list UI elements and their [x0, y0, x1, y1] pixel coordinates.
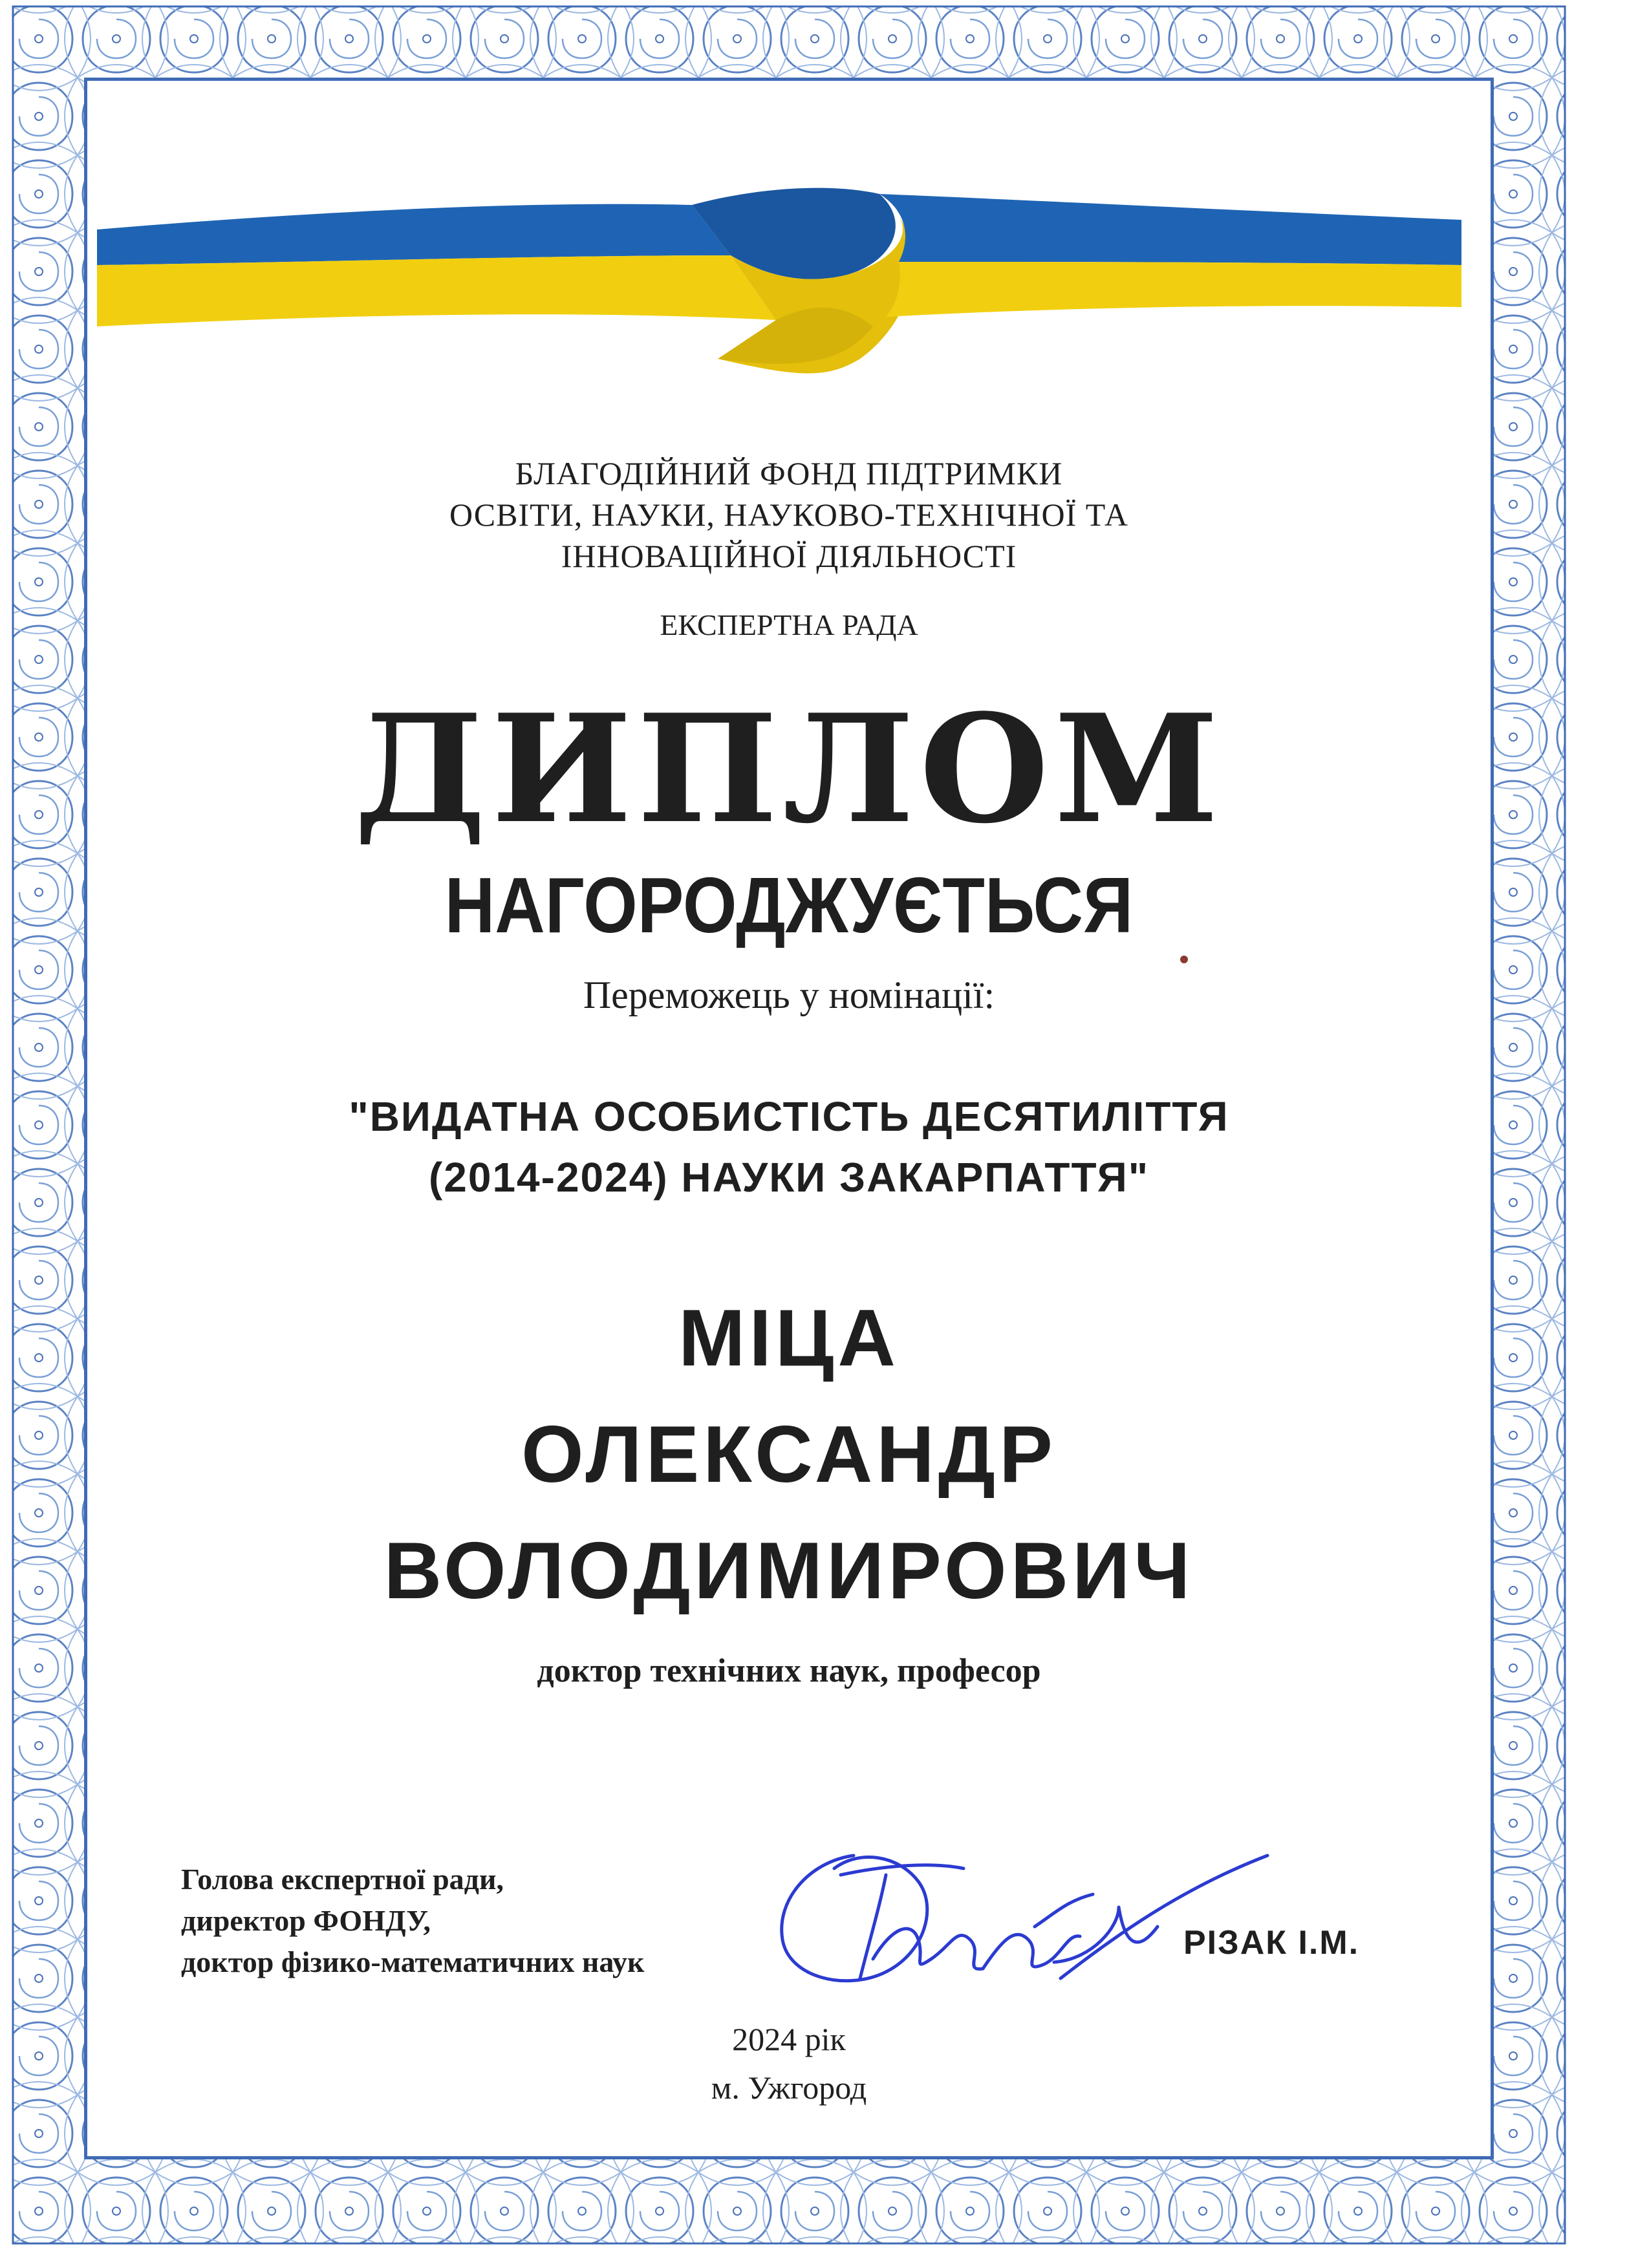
diploma-title: ДИПЛОМ	[354, 682, 1224, 857]
ink-speck	[1180, 956, 1188, 963]
nomination-line-1: "ВИДАТНА ОСОБИСТІСТЬ ДЕСЯТИЛІТТЯ	[349, 1093, 1229, 1140]
organization-line-1: БЛАГОДІЙНИЙ ФОНД ПІДТРИМКИ	[515, 455, 1063, 491]
recipient-surname: МІЦА	[678, 1294, 900, 1383]
nomination-title	[84, 1086, 1494, 1208]
issue-year: 2024 рік	[732, 2021, 846, 2057]
signatory-role	[181, 1859, 645, 1983]
flag-ribbon-graphic	[97, 165, 1468, 391]
winner-label: Переможець у номінації:	[583, 974, 995, 1016]
organization-line-2: ОСВІТИ, НАУКИ, НАУКОВО-ТЕХНІЧНОЇ ТА	[449, 497, 1128, 533]
organization-name	[84, 453, 1494, 577]
signatory-role-line-3: доктор фізико-математичних наук	[181, 1945, 645, 1978]
issue-city: м. Ужгород	[711, 2070, 867, 2106]
recipient-first-name: ОЛЕКСАНДР	[521, 1410, 1057, 1499]
council-name: ЕКСПЕРТНА РАДА	[660, 608, 918, 641]
recipient-patronymic: ВОЛОДИМИРОВИЧ	[383, 1526, 1194, 1616]
awarded-label: НАГОРОДЖУЄТЬСЯ	[444, 861, 1134, 949]
signatory-role-line-1: Голова експертної ради,	[181, 1863, 504, 1896]
signatory-name: РІЗАК І.М.	[1183, 1924, 1360, 1962]
recipient-degree: доктор технічних наук, професор	[537, 1653, 1041, 1689]
nomination-line-2: (2014-2024) НАУКИ ЗАКАРПАТТЯ"	[428, 1154, 1150, 1201]
organization-line-3: ІННОВАЦІЙНОЇ ДІЯЛЬНОСТІ	[561, 538, 1017, 574]
signatory-role-line-2: директор ФОНДУ,	[181, 1904, 431, 1937]
